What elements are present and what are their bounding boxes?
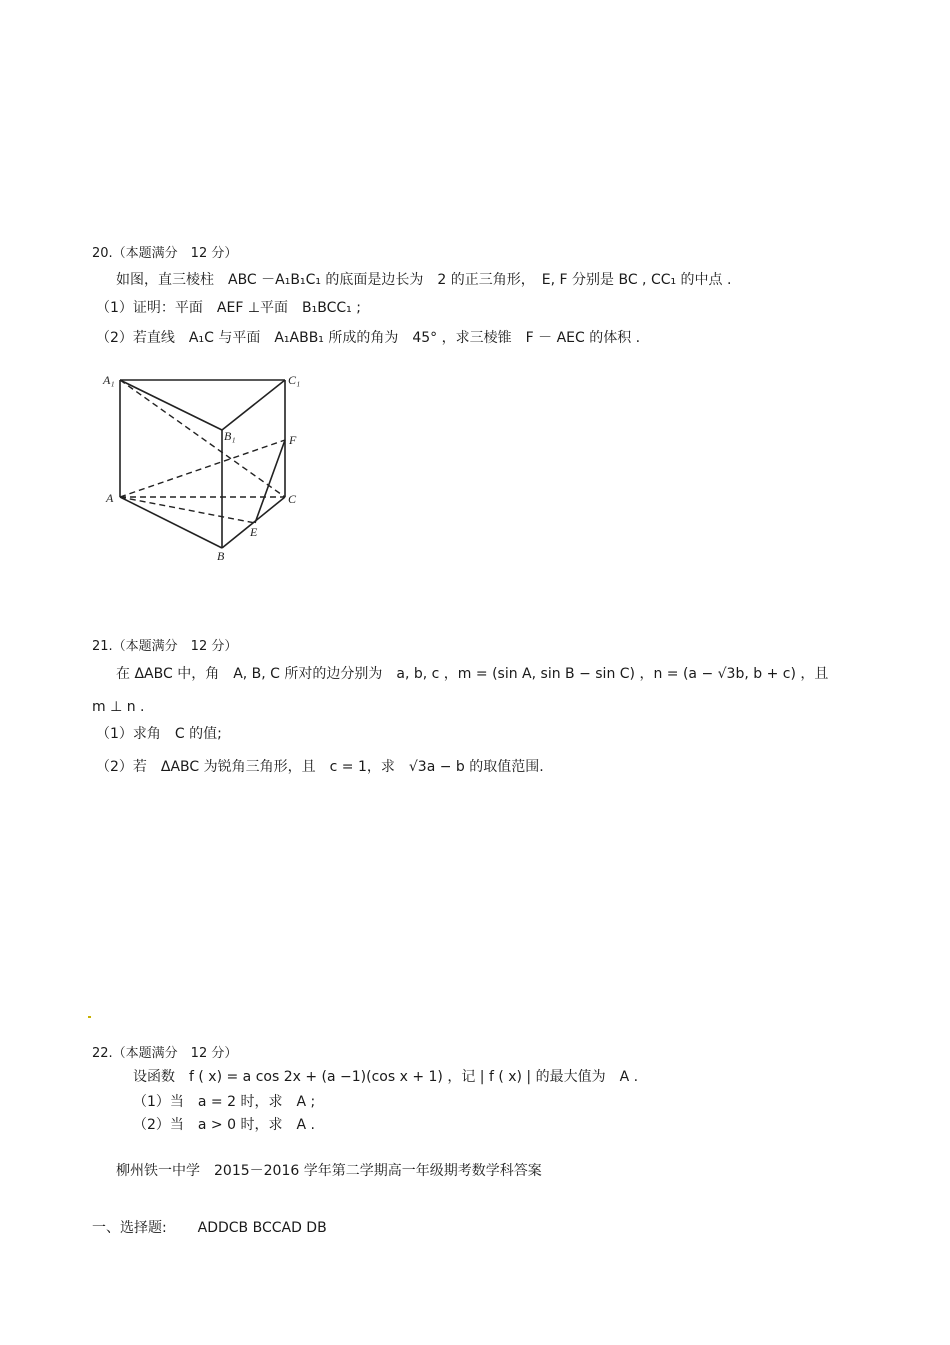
- q21-part2: （2）若 ΔABC 为锐角三角形，且 c = 1，求 √3a − b 的取值范围.: [96, 759, 544, 775]
- q20-header: 20.（本题满分 12 分）: [92, 246, 238, 261]
- label-c1: C₁: [288, 373, 301, 387]
- q20-part1: （1）证明：平面 AEF ⊥平面 B₁BCC₁ ;: [96, 300, 361, 316]
- answer-title: 柳州铁一中学 2015－2016 学年第二学期高一年级期考数学科答案: [116, 1163, 542, 1179]
- prism-figure: [100, 370, 310, 565]
- stray-mark: [88, 1016, 91, 1018]
- q21-part1: （1）求角 C 的值;: [96, 726, 222, 742]
- q22-part2: （2）当 a > 0 时，求 A .: [133, 1117, 315, 1133]
- label-a1: A₁: [103, 373, 115, 387]
- q22-stem: 设函数 f ( x) = a cos 2x + (a −1)(cos x + 1) ，记 | f ( x) | 的最大值为 A .: [133, 1069, 639, 1085]
- q20-stem: 如图，直三棱柱 ABC －A₁B₁C₁ 的底面是边长为 2 的正三角形， E, F 分别是 BC , CC₁ 的中点 .: [116, 272, 732, 288]
- choice-answers: [92, 1219, 327, 1237]
- q22-part1: （1）当 a = 2 时，求 A ;: [133, 1094, 316, 1110]
- label-e: E: [250, 525, 258, 539]
- label-c: C: [288, 492, 297, 506]
- q21-stem-line1: 在 ΔABC 中，角 A, B, C 所对的边分别为 a, b, c ，m = (sin A, sin B − sin C) ，n = (a − √3b, b + c) ，且: [116, 666, 829, 682]
- choice-label: 一、选择题:: [92, 1220, 167, 1236]
- q22-header: 22.（本题满分 12 分）: [92, 1046, 238, 1061]
- label-f: F: [289, 433, 297, 447]
- label-b1: B₁: [224, 429, 236, 443]
- q20-part2: （2）若直线 A₁C 与平面 A₁ABB₁ 所成的角为 45° ，求三棱锥 F － AEC 的体积 .: [96, 330, 641, 346]
- label-b: B: [217, 549, 225, 563]
- q21-stem-line2: m ⊥ n .: [92, 699, 145, 715]
- label-a: A: [106, 491, 114, 505]
- q21-header: 21.（本题满分 12 分）: [92, 639, 238, 654]
- choice-values: ADDCB BCCAD DB: [197, 1220, 327, 1236]
